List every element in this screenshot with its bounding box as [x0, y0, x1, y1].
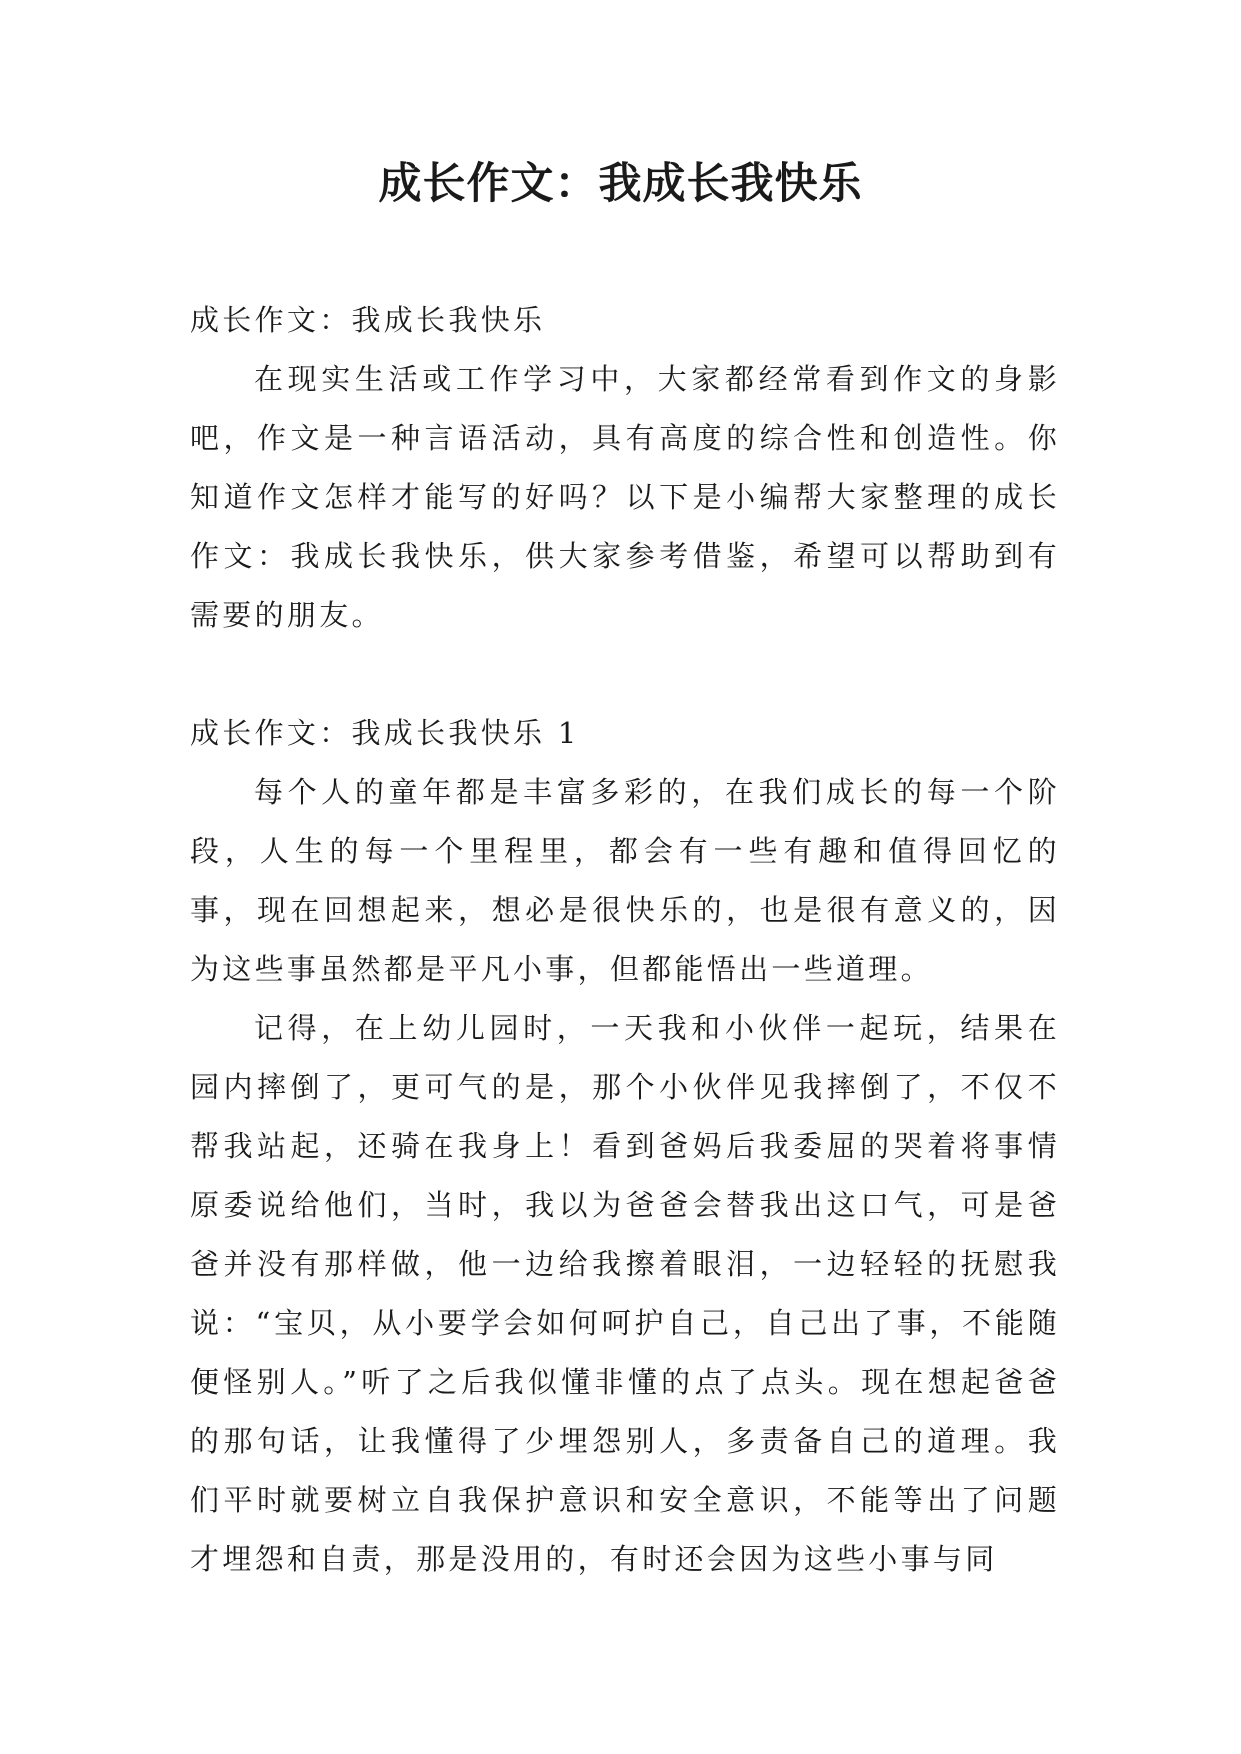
section-heading: 成长作文：我成长我快乐 1	[190, 716, 580, 750]
section-paragraph-2: 记得，在上幼儿园时，一天我和小伙伴一起玩，结果在园内摔倒了，更可气的是，那个小伙伴见我摔倒了，不仅不帮我站起，还骑在我身上！看到爸妈后我委屈的哭着将事情原委说给他们，当时，我以为爸爸会替我出这口气，可是爸爸并没有那样做，他一边给我擦着眼泪，一边轻轻的抚慰我说：“宝贝，从小要学会如何呵护自己，自己出了事，不能随便怪别人。”听了之后我似懂非懂的点了点头。现在想起爸爸的那句话，让我懂得了少埋怨别人，多责备自己的道理。我们平时就要树立自我保护意识和安全意识，不能等出了问题才埋怨和自责，那是没用的，有时还会因为这些小事与同	[190, 1011, 1060, 1576]
document-body	[190, 291, 1060, 1589]
document-title: 成长作文：我成长我快乐	[378, 159, 863, 209]
intro-paragraph: 在现实生活或工作学习中，大家都经常看到作文的身影吧，作文是一种言语活动，具有高度的综合性和创造性。你知道作文怎样才能写的好吗？以下是小编帮大家整理的成长作文：我成长我快乐，供大家参考借鉴，希望可以帮助到有需要的朋友。	[190, 362, 1060, 632]
intro-heading: 成长作文：我成长我快乐	[190, 303, 546, 337]
section-paragraph-1: 每个人的童年都是丰富多彩的，在我们成长的每一个阶段，人生的每一个里程里，都会有一些有趣和值得回忆的事，现在回想起来，想必是很快乐的，也是很有意义的，因为这些事虽然都是平凡小事，但都能悟出一些道理。	[190, 775, 1060, 986]
